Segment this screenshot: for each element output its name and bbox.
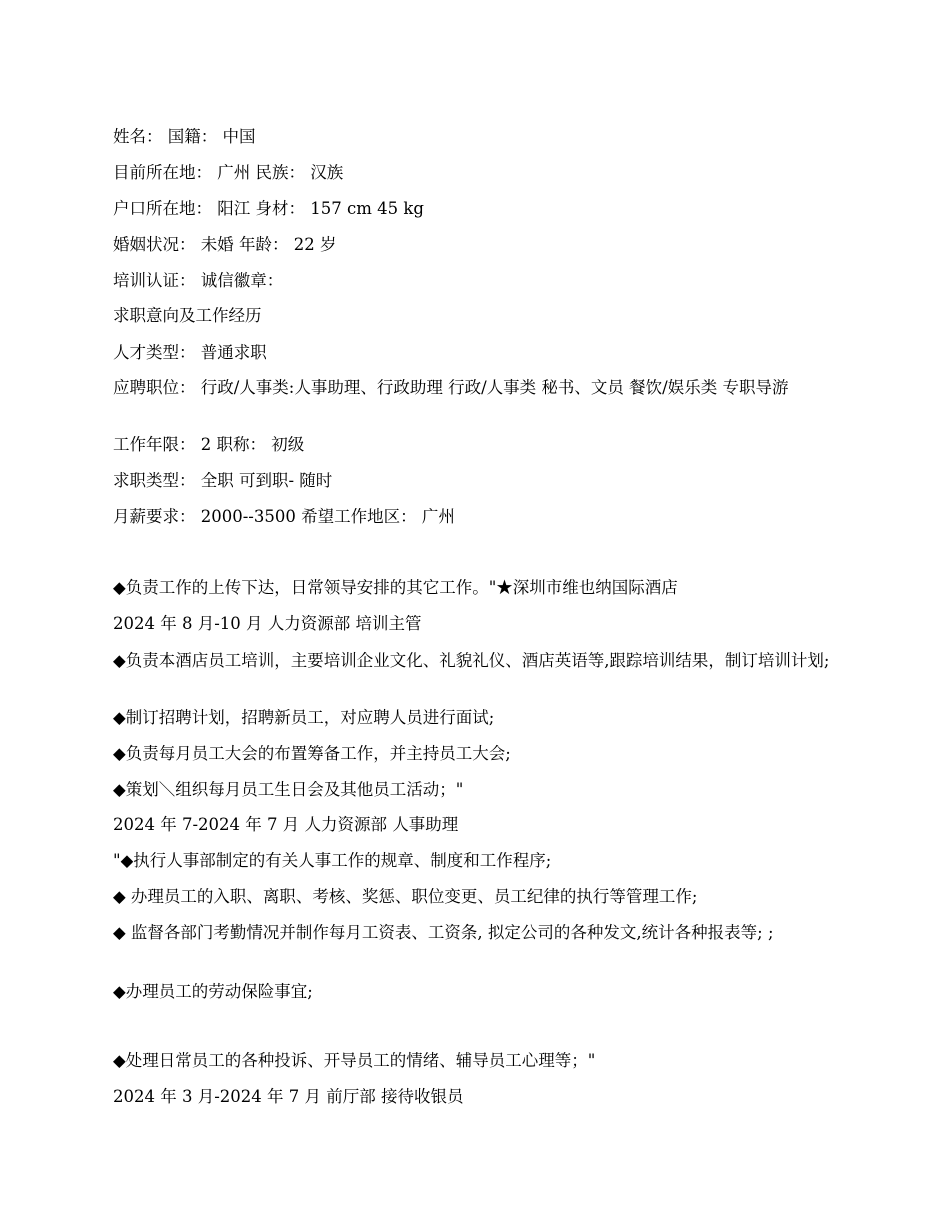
text-line: 户口所在地： 阳江 身材： 157 cm 45 kg <box>113 199 424 218</box>
text-line: ◆负责每月员工大会的布置筹备工作，并主持员工大会; <box>113 744 511 763</box>
text-line: 目前所在地： 广州 民族： 汉族 <box>113 163 344 182</box>
text-line: ◆办理员工的劳动保险事宜; <box>113 982 313 1001</box>
text-line: ◆负责工作的上传下达，日常领导安排的其它工作。"★深圳市维也纳国际酒店 <box>113 578 678 597</box>
text-line: 2024 年 7-2024 年 7 月 人力资源部 人事助理 <box>113 815 459 834</box>
text-line: 婚姻状况： 未婚 年龄： 22 岁 <box>113 235 337 254</box>
text-line: 2024 年 3 月-2024 年 7 月 前厅部 接待收银员 <box>113 1087 464 1106</box>
text-line: 2024 年 8 月-10 月 人力资源部 培训主管 <box>113 614 422 633</box>
section-heading: 求职意向及工作经历 <box>113 306 262 325</box>
text-line: ◆制订招聘计划，招聘新员工，对应聘人员进行面试; <box>113 708 495 727</box>
text-line: 姓名： 国籍： 中国 <box>113 127 256 146</box>
text-line: ◆处理日常员工的各种投诉、开导员工的情绪、辅导员工心理等；" <box>113 1051 596 1070</box>
text-line: ◆ 办理员工的入职、离职、考核、奖惩、职位变更、员工纪律的执行等管理工作; <box>113 887 698 906</box>
text-line: 求职类型： 全职 可到职- 随时 <box>113 471 333 490</box>
text-line: 人才类型： 普通求职 <box>113 343 267 362</box>
text-line: 应聘职位： 行政/人事类:人事助理、行政助理 行政/人事类 秘书、文员 餐饮/娱乐类 专职导游 <box>113 378 789 397</box>
text-line: ◆负责本酒店员工培训，主要培训企业文化、礼貌礼仪、酒店英语等,跟踪培训结果，制订培训计划; <box>113 651 830 670</box>
text-line: ◆ 监督各部门考勤情况并制作每月工资表、工资条, 拟定公司的各种发文,统计各种报表等; ; <box>113 923 774 942</box>
text-line: 培训认证： 诚信徽章： <box>113 271 284 290</box>
text-line: 月薪要求： 2000--3500 希望工作地区： 广州 <box>113 507 455 526</box>
text-line: ◆策划＼组织每月员工生日会及其他员工活动；" <box>113 780 464 799</box>
text-line: 工作年限： 2 职称： 初级 <box>113 435 305 454</box>
text-line: "◆执行人事部制定的有关人事工作的规章、制度和工作程序; <box>113 851 552 870</box>
